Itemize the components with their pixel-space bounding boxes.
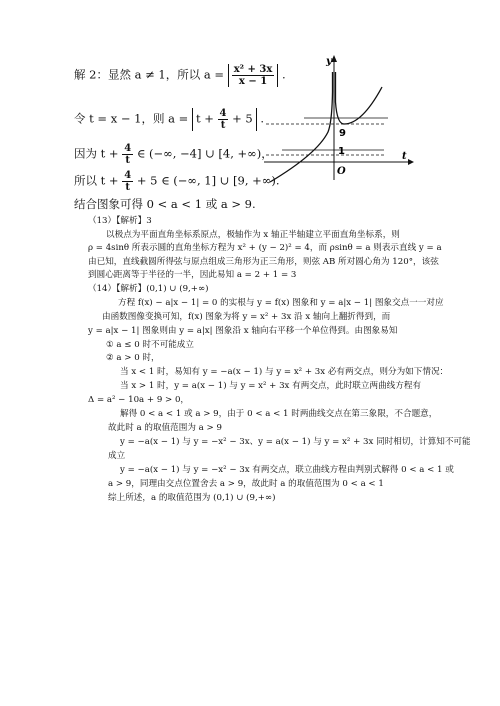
- line2-text: 令 t = x − 1，则 a =: [74, 111, 189, 126]
- text-line: 当 x > 1 时，y = a(x − 1) 与 y = x² + 3x 有两交点，此时联立两曲线方程有: [120, 381, 422, 391]
- line1-text: 解 2：显然 a ≠ 1，所以 a =: [74, 67, 225, 82]
- text-line: y = −a(x − 1) 与 y = −x² − 3x 有两交点，联立曲线方程由判别式解得 0 < a < 1 或: [120, 465, 454, 475]
- text-line: y = a|x − 1| 图象则由 y = a|x| 图象沿 x 轴向右平移一个单位得到。由图象易知: [88, 326, 398, 336]
- text-line: 综上所述，a 的取值范围为 (0,1) ∪ (9,+∞): [108, 493, 276, 503]
- text-line: 成立: [108, 451, 126, 461]
- fraction-3-num: 4: [124, 143, 132, 154]
- label-9: 9: [339, 128, 346, 139]
- line2-inner-post: + 5: [232, 111, 253, 126]
- text-line: y = −a(x − 1) 与 y = −x² − 3x、y = a(x − 1) 与 y = x² + 3x 同时相切，计算知不可能: [120, 437, 471, 447]
- origin-label: O: [337, 166, 346, 177]
- y-axis-label: y: [326, 56, 332, 67]
- text-line: a > 9，同理由交点位置舍去 a > 9，故此时 a 的取值范围为 0 < a < 1: [108, 479, 384, 489]
- solution-line-3: [74, 143, 273, 166]
- fraction-4-den: t: [125, 182, 131, 193]
- text-line: 由函数图像变换可知，f(x) 图象为将 y = x² + 3x 沿 x 轴向上翻折得到，而: [102, 312, 391, 322]
- text-line: ① a ≤ 0 时不可能成立: [106, 340, 194, 350]
- solution-line-4: [74, 170, 280, 193]
- text-line: ② a > 0 时，: [106, 353, 160, 363]
- line1-suffix: .: [281, 67, 286, 82]
- section-13-heading: （13）【解析】3: [88, 216, 152, 226]
- function-graph: [262, 52, 417, 184]
- curve-right-branch: [336, 72, 383, 124]
- line2-inner-pre: t +: [195, 111, 214, 126]
- text-line: 以极点为平面直角坐标系原点，极轴作为 x 轴正半轴建立平面直角坐标系，则: [106, 230, 400, 240]
- fraction-1-den: x − 1: [238, 76, 268, 87]
- text-line: 由已知，直线截圆所得弦与原点组成三角形为正三角形，则弦 AB 所对圆心角为 120°，该弦: [88, 257, 439, 267]
- text-line: Δ = a² − 10a + 9 > 0，: [88, 395, 190, 405]
- line2-suffix: .: [260, 111, 265, 126]
- x-axis-arrow: [408, 159, 414, 165]
- solution-line-5: 结合图象可得 0 < a < 1 或 a > 9.: [74, 197, 256, 211]
- section-14-heading: （14）【解析】(0,1) ∪ (9,+∞): [88, 284, 209, 294]
- line3-suffix: ∈ (−∞, −4] ∪ [4, +∞)，: [136, 146, 273, 161]
- x-axis-label: t: [402, 151, 407, 162]
- abs-expr-2: [192, 108, 257, 131]
- fraction-2: [218, 108, 229, 131]
- text-line: 方程 f(x) − a|x − 1| = 0 的实根与 y = f(x) 图象和 y = a|x − 1| 图象交点一一对应: [118, 298, 444, 308]
- fraction-2-den: t: [220, 120, 226, 131]
- fraction-1-num: x² + 3x: [233, 64, 273, 75]
- fraction-3: [122, 143, 133, 166]
- text-line: 故此时 a 的取值范围为 a > 9: [108, 423, 222, 433]
- fraction-3-den: t: [125, 155, 131, 166]
- y-axis-arrow: [331, 55, 337, 62]
- line4-text: 所以 t +: [74, 173, 119, 188]
- text-line: 到圆心距离等于半径的一半，因此易知 a = 2 + 1 = 3: [88, 270, 297, 280]
- text-line: 解得 0 < a < 1 或 a > 9，由于 0 < a < 1 时两曲线交点在第三象限，不合题意，: [120, 409, 438, 419]
- curve-left-branch: [270, 72, 333, 182]
- text-line: 当 x < 1 时，易知有 y = −a(x − 1) 与 y = x² + 3x 必有两交点，则分为如下情况：: [120, 367, 449, 377]
- fraction-4-num: 4: [124, 170, 132, 181]
- line3-text: 因为 t +: [74, 146, 119, 161]
- fraction-2-num: 4: [219, 108, 227, 119]
- solution-line-1: [74, 64, 286, 87]
- line4-suffix: + 5 ∈ (−∞, 1] ∪ [9, +∞).: [136, 173, 280, 188]
- solution-line-2: [74, 108, 264, 131]
- label-1: 1: [338, 146, 345, 157]
- text-line: ρ = 4sinθ 所表示圆的直角坐标方程为 x² + (y − 2)² = 4，而 ρsinθ = a 则表示直线 y = a: [88, 243, 442, 253]
- fraction-4: [122, 170, 133, 193]
